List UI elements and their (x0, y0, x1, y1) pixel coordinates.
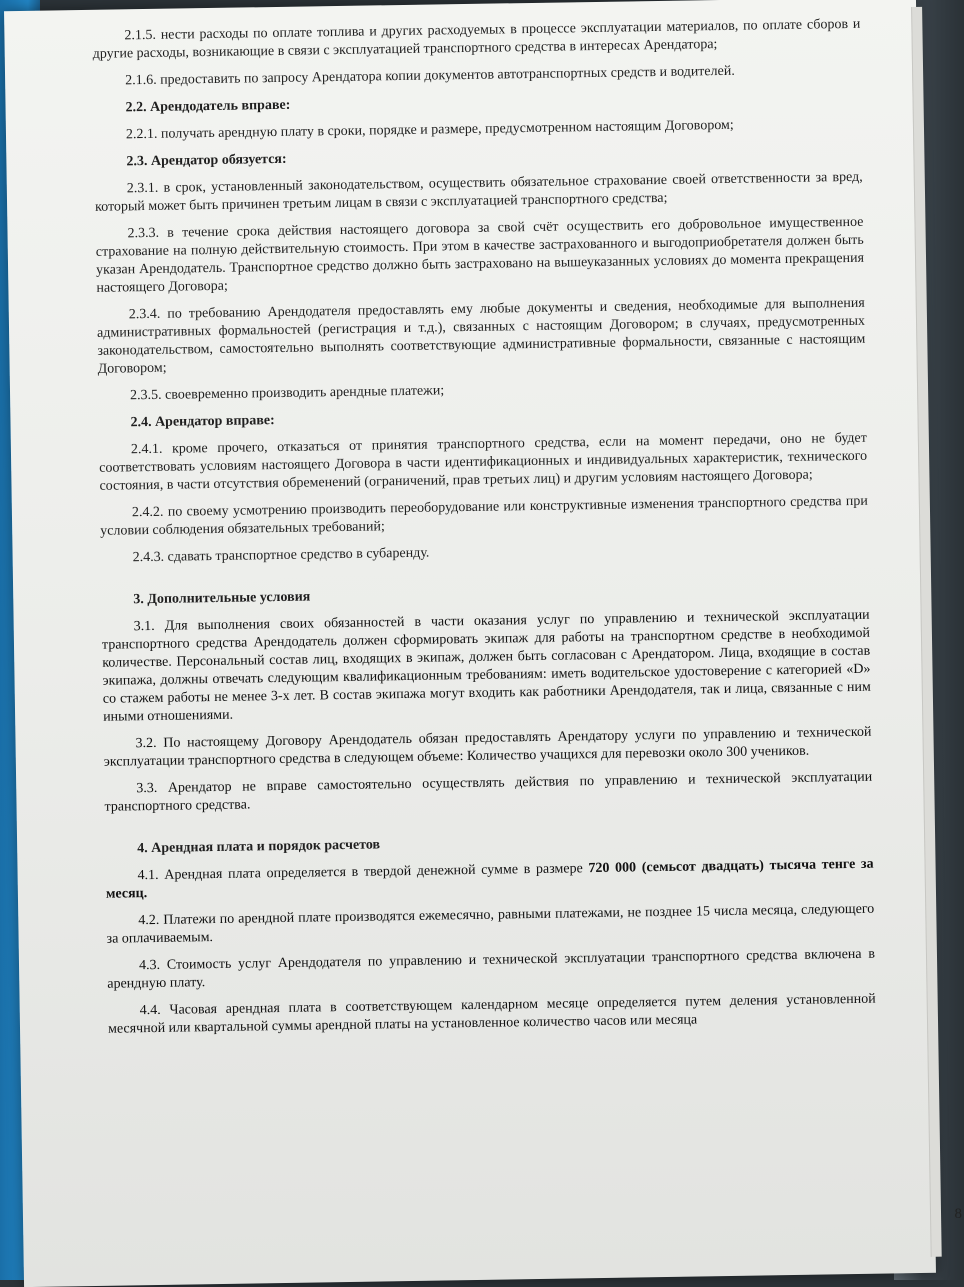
clause-4-1 (106, 856, 874, 904)
clause-2-3-1: 2.3.1. в срок, установленный законодательством, осуществить обязательное страхование своей ответственности за вред, который может быть причинен третьим лицам в связи с эксплуатацией транспортного средства; (95, 169, 863, 215)
clause-4-4: 4.4. Часовая арендная плата в соответствующем календарном месяце определяется путем деления установленной месячной или квартальной суммы арендной платы на установленное количество часов или месяца (107, 991, 876, 1037)
clause-2-3-3: 2.3.3. в течение срока действия настоящего договора за свой счёт осуществить его добровольное имущественное страхование на полную действительную стоимость. При этом в качестве застрахованного и выгодоприобретателя должен быть указан Арендодатель. Транспортное средство должно быть застраховано на вышеуказанных условиях до момента прекращения настоящего Договора; (95, 214, 865, 296)
clause-2-4-3: 2.4.3. сдавать транспортное средство в субаренду. (132, 545, 430, 566)
clause-2-2-1: 2.2.1. получать арендную плату в сроки, порядке и размере, предусмотренном настоящим Договором; (125, 117, 734, 143)
clause-4-3: 4.3. Стоимость услуг Арендодателя по управлению и технической эксплуатации транспортного средства включена в арендную плату. (107, 946, 876, 992)
heading-2-2: 2.2. Арендодатель вправе: (125, 97, 291, 116)
clause-3-2: 3.2. По настоящему Договору Арендодатель обязан предоставлять Арендатору услуги по управлению и технической эксплуатации транспортного средства в следующем объеме: Количество учащихся для перевозки около 300 учеников. (103, 724, 872, 770)
section-3-title: 3. Дополнительные условия (133, 589, 311, 608)
clause-2-1-5: 2.1.5. нести расходы по оплате топлива и других расходуемых в процессе эксплуатации материалов, по оплате сборов и другие расходы, возникающие в связи с эксплуатацией транспортного средства в интересах Арендатора; (92, 16, 861, 62)
clause-2-3-4: 2.3.4. по требованию Арендодателя предоставлять ему любые документы и сведения, необходимые для выполнения административных формальностей (регистрация и т.д.), связанных с настоящим Договором; в случаях, предусмотренных законодательством, самостоятельно выполнять соответствующие административные формальности, связанные с настоящим Договором; (96, 295, 866, 377)
clause-2-1-6: 2.1.6. предоставить по запросу Арендатора копии документов автотранспортных средств и водителей. (125, 63, 735, 89)
clause-4-2: 4.2. Платежи по арендной плате производятся ежемесячно, равными платежами, не позднее 15 числа месяца, следующего за оплачиваемым. (106, 901, 875, 947)
clause-2-3-5: 2.3.5. своевременно производить арендные платежи; (129, 383, 445, 404)
next-page-number-fragment: 8 (954, 1206, 962, 1222)
clause-2-4-1: 2.4.1. кроме прочего, отказаться от принятия транспортного средства, если на момент передачи, оно не будет соответствовать условиям настоящего Договора в части идентификационных и индивидуальных характеристик, технического состояния, в части отсутствия обременений (ограничений, прав третьих лиц) и другим условиям настоящего Договора; (99, 430, 868, 494)
clause-3-1: 3.1. Для выполнения своих обязанностей в части оказания услуг по управлению и технической эксплуатации транспортного средства Арендодатель должен сформировать экипаж для работы на транспортном средстве в необходимой количестве. Персональный состав лиц, входящих в экипаж, должен быть согласован с Арендатором. Лица, входящие в состав экипажа, должны отвечать следующим квалификационным требованиям: иметь водительское удостоверение с категорией «D» со стажем работы не менее 3-х лет. В состав экипажа могут входить как работники Арендодателя, так и лица, связанные с ним иными отношениями. (101, 607, 871, 725)
heading-2-3: 2.3. Арендатор обязуется: (126, 151, 287, 170)
section-4-title: 4. Арендная плата и порядок расчетов (137, 837, 381, 857)
clause-4-1-amount: 720 000 (семьсот двадцать) тысяча тенге за месяц. (105, 856, 874, 902)
clause-4-1-text: 4.1. Арендная плата определяется в твердой денежной сумме в размере (137, 861, 589, 884)
clause-2-4-2: 2.4.2. по своему усмотрению производить переоборудование или конструктивные изменения транспортного средства при условии соблюдения обязательных требований; (100, 493, 868, 539)
heading-2-4: 2.4. Арендатор вправе: (130, 413, 275, 431)
document-text (92, 16, 876, 1048)
document-page (4, 0, 936, 1287)
clause-3-3: 3.3. Арендатор не вправе самостоятельно осуществлять действия по управлению и технической эксплуатации транспортного средства. (104, 769, 873, 815)
